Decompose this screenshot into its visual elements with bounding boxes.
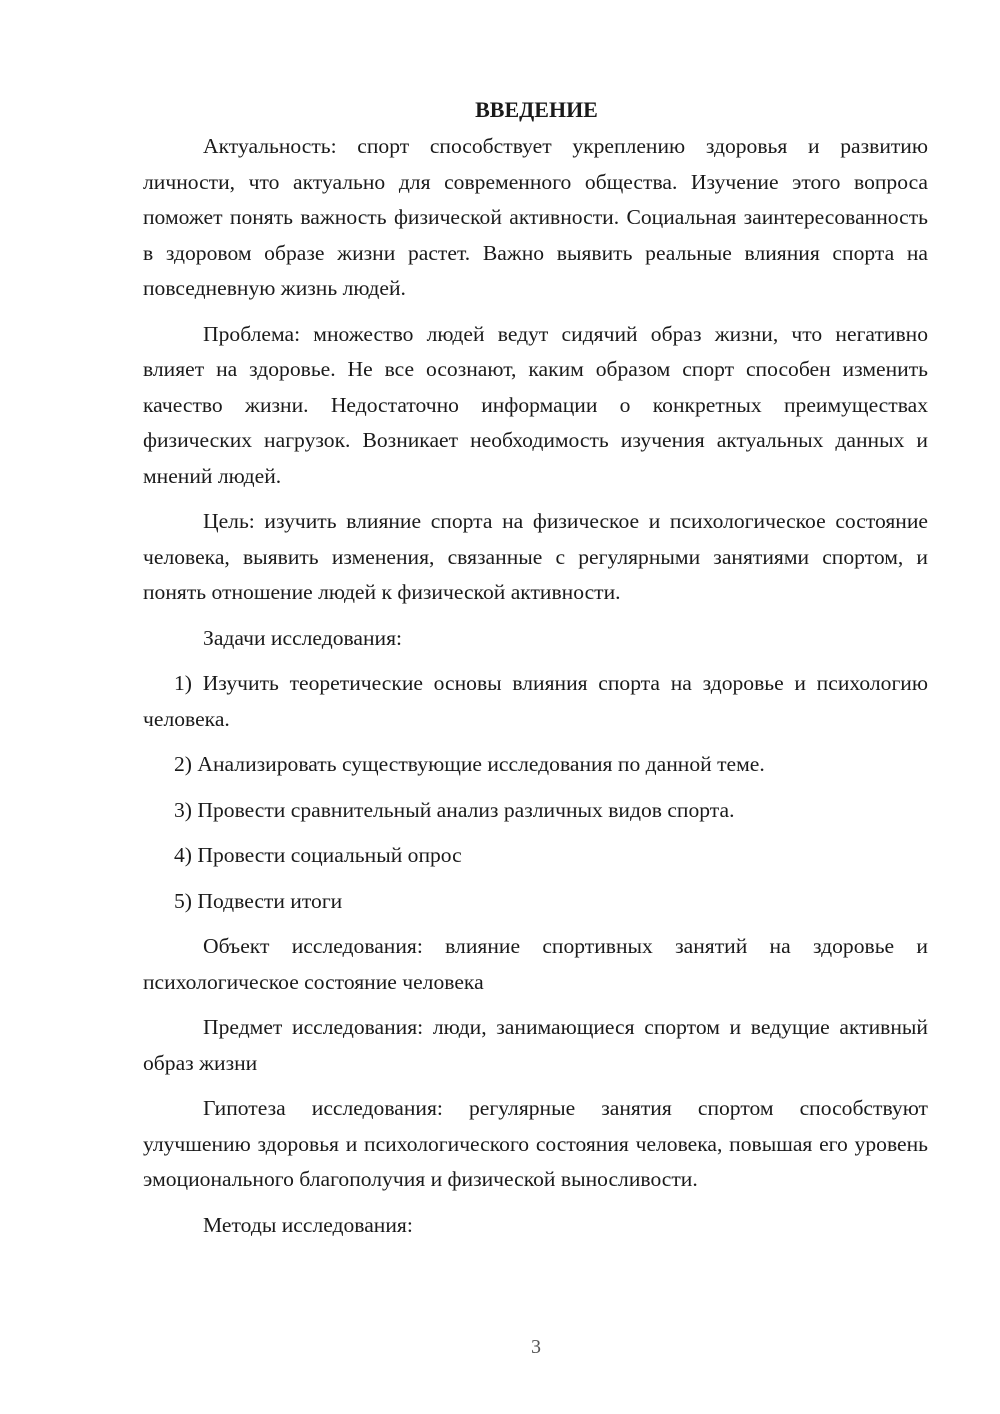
goal-paragraph: Цель: изучить влияние спорта на физическое и психологическое состояние человека, выявить изменения, связанные с регулярными занятиями спортом, и понять отношение людей к физической активности. — [143, 509, 928, 604]
document-page — [143, 93, 928, 1253]
problem-paragraph: Проблема: множество людей ведут сидячий образ жизни, что негативно влияет на здоровье. Не все осознают, каким образом спорт способен изменить качество жизни. Недостаточно информации о конкретных преимуществах физических нагрузок. Возникает необходимость изучения актуальных данных и мнений людей. — [143, 321, 928, 488]
task-item-4: 4) Провести социальный опрос — [174, 843, 462, 867]
task-item-3: 3) Провести сравнительный анализ различных видов спорта. — [174, 797, 735, 822]
hypothesis-paragraph: Гипотеза исследования: регулярные занятия спортом способствуют улучшению здоровья и психологического состояния человека, повышая его уровень эмоционального благополучия и физической выносливости. — [143, 1096, 928, 1191]
task-item-1: 1) Изучить теоретические основы влияния спорта на здоровье и психологию человека. — [143, 671, 928, 731]
relevance-paragraph: Актуальность: спорт способствует укреплению здоровья и развитию личности, что актуально для современного общества. Изучение этого вопроса поможет понять важность физической активности. Социальная заинтересованность в здоровом образе жизни растет. Важно выявить реальные влияния спорта на повседневную жизнь людей. — [143, 134, 928, 300]
tasks-list — [143, 666, 928, 919]
task-item-2: 2) Анализировать существующие исследования по данной теме. — [174, 752, 765, 776]
page-number: 3 — [531, 1336, 541, 1358]
document-heading: ВВЕДЕНИЕ — [475, 97, 598, 122]
object-paragraph: Объект исследования: влияние спортивных занятий на здоровье и психологическое состояние человека — [143, 934, 928, 994]
subject-paragraph: Предмет исследования: люди, занимающиеся спортом и ведущие активный образ жизни — [143, 1015, 928, 1075]
task-item-5: 5) Подвести итоги — [174, 888, 343, 913]
tasks-title: Задачи исследования: — [203, 625, 403, 650]
methods-title: Методы исследования: — [203, 1212, 413, 1237]
